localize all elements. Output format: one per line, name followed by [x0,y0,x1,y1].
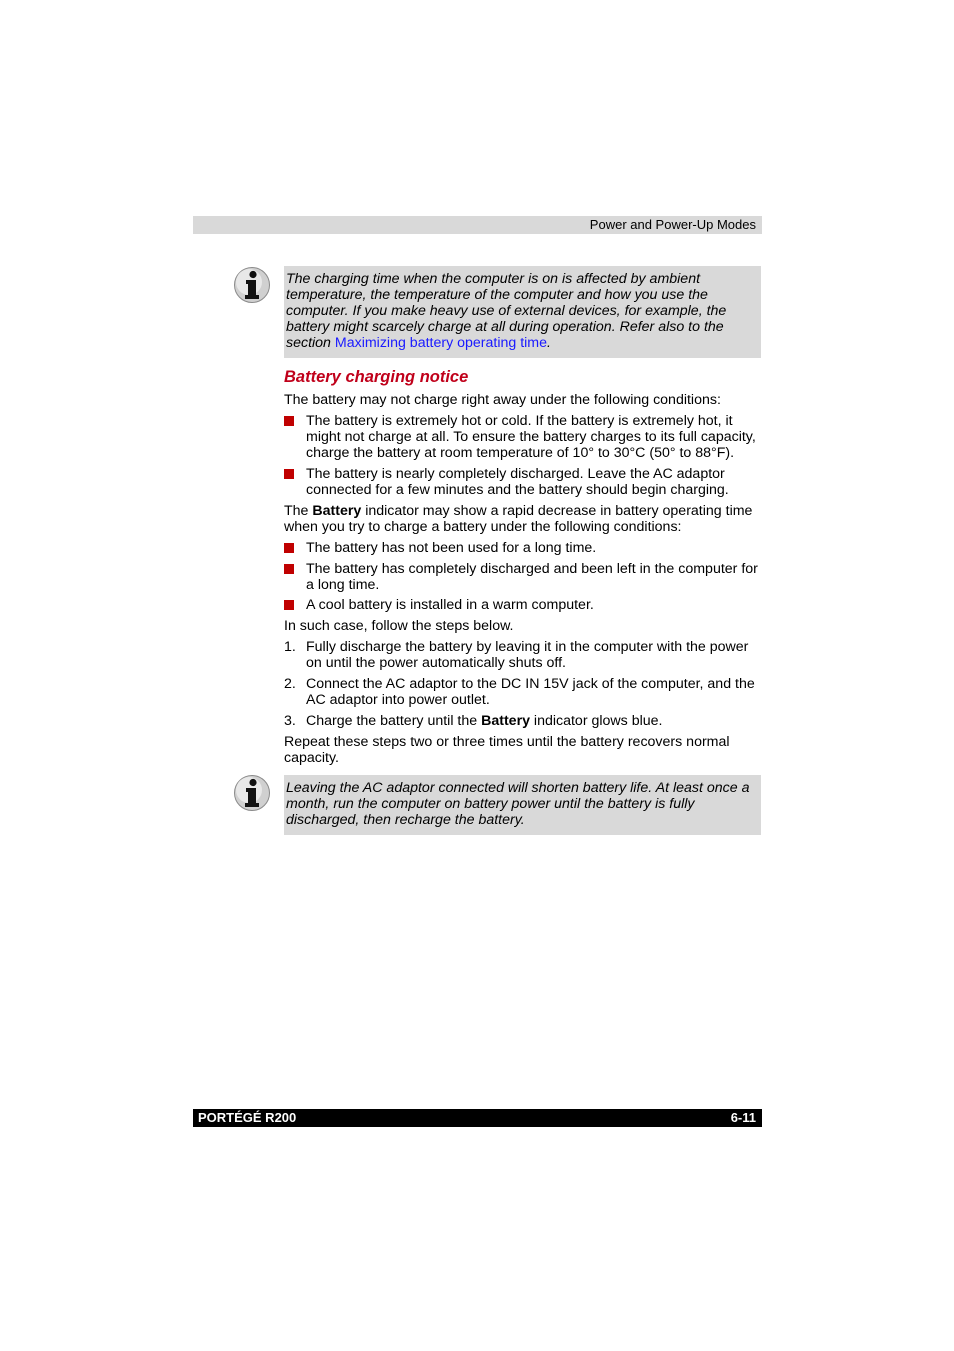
info-icon [233,774,271,812]
text-fragment: indicator glows blue. [529,713,663,729]
list-item-text: The battery is extremely hot or cold. If the battery is extremely hot, it might not charge at all. To ensure the battery charges to its full capacity, charge the battery at room temperature of 10° to 30°C (50° to 88°F). [306,413,756,461]
step-text: Connect the AC adaptor to the DC IN 15V jack of the computer, and the AC adaptor into power outlet. [306,676,755,708]
info-icon [233,266,271,304]
bullet-square-icon [284,543,294,553]
bold-term: Battery [312,503,362,519]
list-item-text: The battery has completely discharged and been left in the computer for a long time. [306,561,758,593]
closing-paragraph: Repeat these steps two or three times until the battery recovers normal capacity. [284,734,730,766]
section-heading: Battery charging notice [284,368,469,386]
list-item [284,466,762,498]
step-number: 3. [284,713,296,729]
header-title: Power and Power-Up Modes [589,217,756,232]
note-end: . [547,335,551,351]
list-item-text: A cool battery is installed in a warm computer. [306,597,594,613]
list-item [284,540,762,556]
list-item [284,597,762,613]
step-number: 2. [284,676,296,692]
text-fragment: Charge the battery until the [306,713,482,729]
battery-indicator-paragraph [284,503,762,535]
text-fragment: The [284,503,313,519]
list-item-text: The battery is nearly completely discharged. Leave the AC adaptor connected for a few minutes and the battery should begin charging. [306,466,729,498]
bullet-square-icon [284,416,294,426]
list-item-text: The battery has not been used for a long time. [306,540,597,556]
page-footer [193,1109,762,1127]
bullet-square-icon [284,469,294,479]
step-item [284,676,762,708]
step-text: Fully discharge the battery by leaving it in the computer with the power on until the power automatically shuts off. [306,639,749,671]
list-item [284,413,762,461]
note-text: The charging time when the computer is on is affected by ambient temperature, the temperature of the computer and how you use the computer. If you make heavy use of external devices, for example, the battery might scarcely charge at all during operation. Refer also to the section [286,271,727,351]
bullet-square-icon [284,564,294,574]
step-number: 1. [284,639,296,655]
page-number: 6-11 [730,1110,756,1125]
bullet-square-icon [284,600,294,610]
step-item [284,713,762,729]
text-fragment: indicator may show a rapid decrease in battery operating time when you try to charge a battery under the following conditions: [284,503,753,535]
step-item [284,639,762,671]
intro-paragraph: The battery may not charge right away under the following conditions: [284,392,721,408]
step-text [306,713,762,729]
footer-model: PORTÉGÉ R200 [198,1110,297,1125]
page-header [193,216,762,234]
note-charging-time [284,266,761,358]
note-text: Leaving the AC adaptor connected will shorten battery life. At least once a month, run the computer on battery power until the battery is fully discharged, then recharge the battery. [286,780,750,828]
bold-term: Battery [481,713,530,729]
list-item [284,561,762,593]
note-ac-adaptor [284,775,761,835]
link-maximizing-battery[interactable]: Maximizing battery operating time [334,335,548,351]
steps-intro: In such case, follow the steps below. [284,618,514,634]
